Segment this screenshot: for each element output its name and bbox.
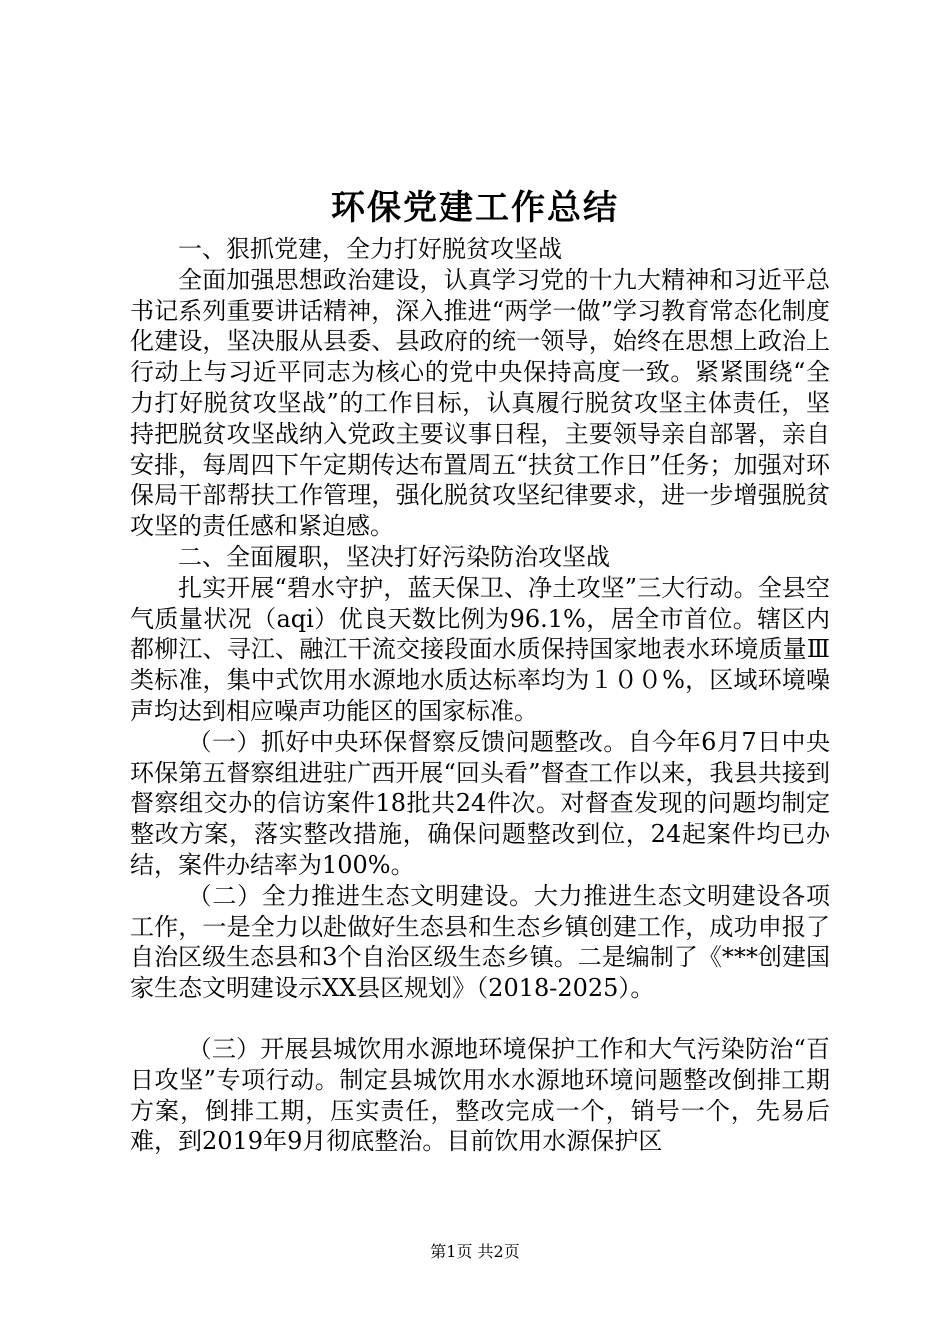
page-footer: 第1页 共2页 [430, 1242, 520, 1261]
paragraph-1: 全面加强思想政治建设，认真学习党的十九大精神和习近平总书记系列重要讲话精神，深入推进“两学一做”学习教育常态化制度化建设，坚决服从县委、县政府的统一领导，始终在思想上政治上行动上与习近平同志为核心的党中央保持高度一致。紧紧围绕“全力打好脱贫攻坚战”的工作目标，认真履行脱贫攻坚主体责任，坚持把脱贫攻坚战纳入党政主要议事日程，主要领导亲自部署，亲自安排，每周四下午定期传达布置周五“扶贫工作日”任务；加强对环保局干部帮扶工作管理，强化脱贫攻坚纪律要求，进一步增强脱贫攻坚的责任感和紧迫感。 [130, 265, 830, 541]
paragraph-3: （一）抓好中央环保督察反馈问题整改。自今年6月7日中央环保第五督察组进驻广西开展“回头看”督查工作以来，我县共接到督察组交办的信访案件18批共24件次。对督查发现的问题均制定整改方案，落实整改措施，确保问题整改到位，24起案件均已办结，案件办结率为100%。 [130, 727, 830, 879]
paragraph-5: （三）开展县城饮用水源地环境保护工作和大气污染防治“百日攻坚”专项行动。制定县城饮用水水源地环境问题整改倒排工期方案，倒排工期，压实责任，整改完成一个，销号一个，先易后难，到2019年9月彻底整治。目前饮用水源保护区 [130, 1034, 830, 1156]
section-heading-1: 一、狠抓党建，全力打好脱贫攻坚战 [178, 235, 562, 263]
paragraph-4: （二）全力推进生态文明建设。大力推进生态文明建设各项工作，一是全力以赴做好生态县和生态乡镇创建工作，成功申报了自治区级生态县和3个自治区级生态乡镇。二是编制了《***创建国家生态文明建设示XX县区规划》（2018-2025）。 [130, 881, 830, 1003]
paragraph-spacer [130, 1004, 830, 1034]
document-title: 环保党建工作总结 [331, 188, 619, 228]
paragraph-2: 扎实开展“碧水守护，蓝天保卫、净土攻坚”三大行动。全县空气质量状况（aqi）优良天数比例为96.1%，居全市首位。辖区内都柳江、寻江、融江干流交接段面水质保持国家地表水环境质量Ⅲ类标准，集中式饮用水源地水质达标率均为１００%，区域环境噪声均达到相应噪声功能区的国家标准。 [130, 573, 830, 725]
section-heading-2: 二、全面履职，坚决打好污染防治攻坚战 [178, 542, 610, 571]
document-body [130, 234, 830, 1157]
